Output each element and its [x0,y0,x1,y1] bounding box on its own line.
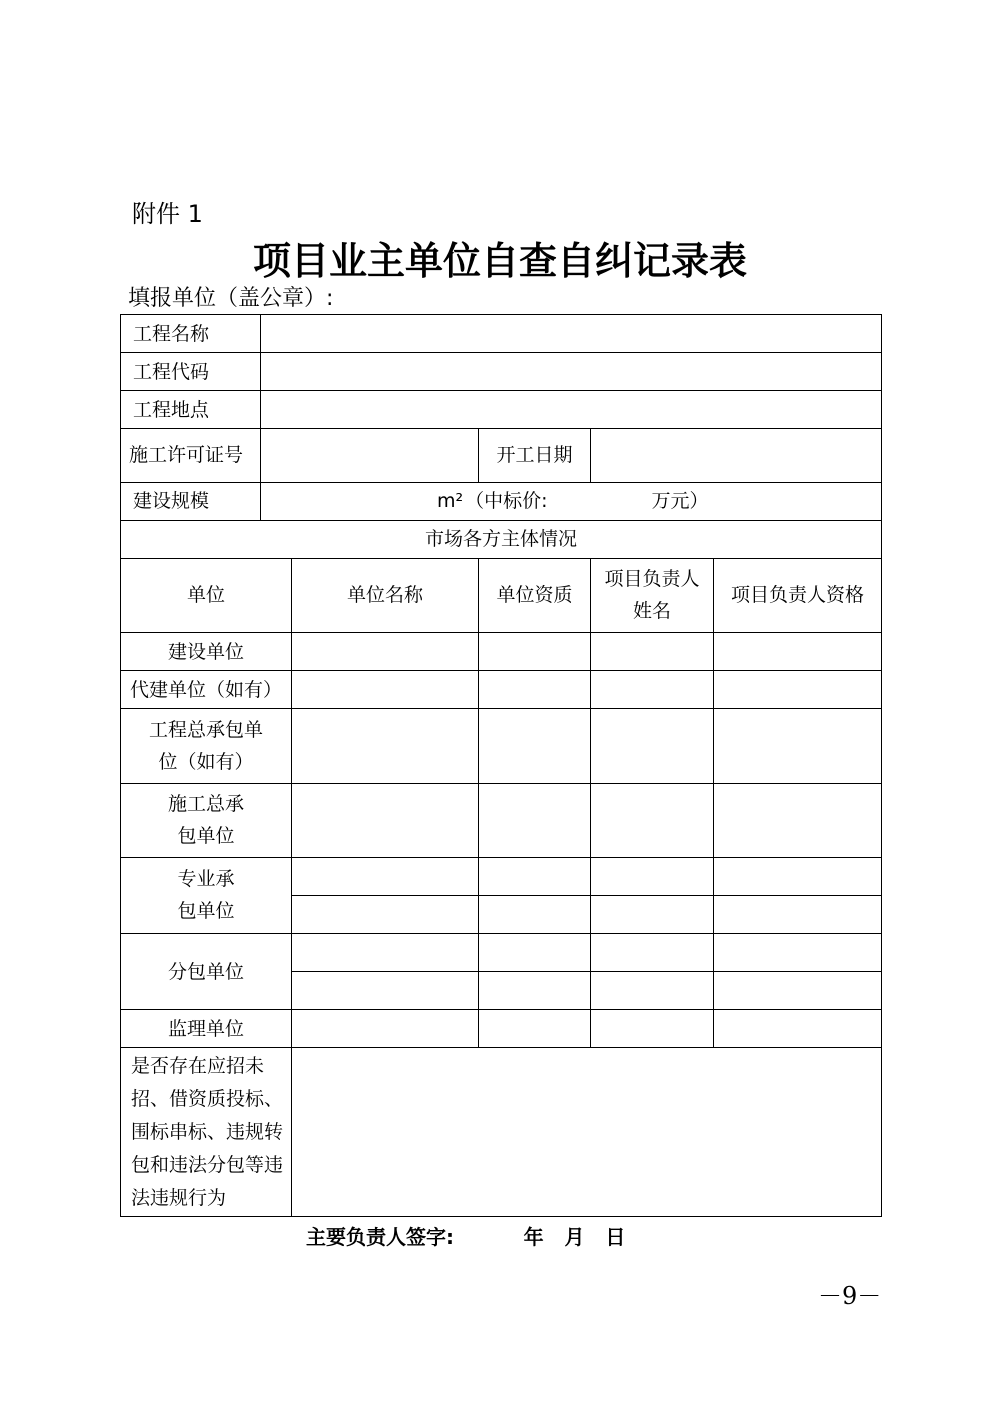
col-header-unit: 单位 [121,558,292,632]
col-header-qualification: 单位资质 [479,558,591,632]
col-header-unit-name: 单位名称 [292,558,479,632]
project-code-field[interactable] [261,353,882,391]
cell[interactable] [292,1010,479,1048]
cell[interactable] [591,934,714,972]
cell[interactable] [714,671,882,709]
row-label-supervision: 监理单位 [121,1010,292,1048]
cell[interactable] [479,633,591,671]
scale-label: 建设规模 [121,482,261,520]
cell[interactable] [479,857,591,895]
cell[interactable] [292,972,479,1010]
cell[interactable] [714,783,882,857]
violations-answer-field[interactable] [292,1048,882,1217]
col-header-leader-qualification: 项目负责人资格 [714,558,882,632]
cell[interactable] [591,972,714,1010]
attachment-label: 附件 1 [132,200,203,228]
row-label-specialty: 专业承包单位 [121,857,292,933]
cell[interactable] [591,709,714,783]
self-check-form [120,314,882,1217]
cell[interactable] [479,934,591,972]
bid-price-open: （中标价: [465,490,548,513]
cell[interactable] [714,1010,882,1048]
start-date-field[interactable] [591,429,882,482]
cell[interactable] [479,972,591,1010]
row-label-construction: 建设单位 [121,633,292,671]
filler-unit-label: 填报单位（盖公章）: [128,286,334,311]
cell[interactable] [591,633,714,671]
cell[interactable] [292,671,479,709]
bid-price-unit: 万元） [651,490,709,513]
row-label-builder-general: 施工总承包单位 [121,783,292,857]
project-location-field[interactable] [261,391,882,429]
cell[interactable] [292,857,479,895]
permit-number-label: 施工许可证号 [121,429,261,482]
row-label-general-contract: 工程总承包单位（如有） [121,709,292,783]
col-header-leader-name: 项目负责人姓名 [591,558,714,632]
project-code-label: 工程代码 [121,353,261,391]
violations-question-label: 是否存在应招未招、借资质投标、围标串标、违规转包和违法分包等违法违规行为 [121,1048,292,1217]
cell[interactable] [479,783,591,857]
cell[interactable] [292,934,479,972]
cell[interactable] [591,857,714,895]
cell[interactable] [714,895,882,933]
cell[interactable] [714,709,882,783]
scale-field[interactable] [261,482,882,520]
cell[interactable] [591,671,714,709]
cell[interactable] [714,857,882,895]
page-number: －9－ [818,1282,882,1310]
row-label-subcontract: 分包单位 [121,934,292,1010]
permit-number-field[interactable] [261,429,479,482]
cell[interactable] [479,671,591,709]
start-date-label: 开工日期 [479,429,591,482]
cell[interactable] [292,895,479,933]
project-name-label: 工程名称 [121,315,261,353]
cell[interactable] [292,783,479,857]
cell[interactable] [591,783,714,857]
project-location-label: 工程地点 [121,391,261,429]
row-label-agent: 代建单位（如有） [121,671,292,709]
cell[interactable] [292,633,479,671]
scale-unit: m² [437,490,464,513]
cell[interactable] [591,1010,714,1048]
cell[interactable] [479,895,591,933]
cell[interactable] [479,709,591,783]
cell[interactable] [292,709,479,783]
signature-line: 主要负责人签字: 年 月 日 [306,1225,626,1249]
cell[interactable] [479,1010,591,1048]
cell[interactable] [714,633,882,671]
cell[interactable] [591,895,714,933]
form-title: 项目业主单位自查自纠记录表 [252,238,747,283]
cell[interactable] [714,934,882,972]
project-name-field[interactable] [261,315,882,353]
cell[interactable] [714,972,882,1010]
section-title: 市场各方主体情况 [121,520,882,558]
